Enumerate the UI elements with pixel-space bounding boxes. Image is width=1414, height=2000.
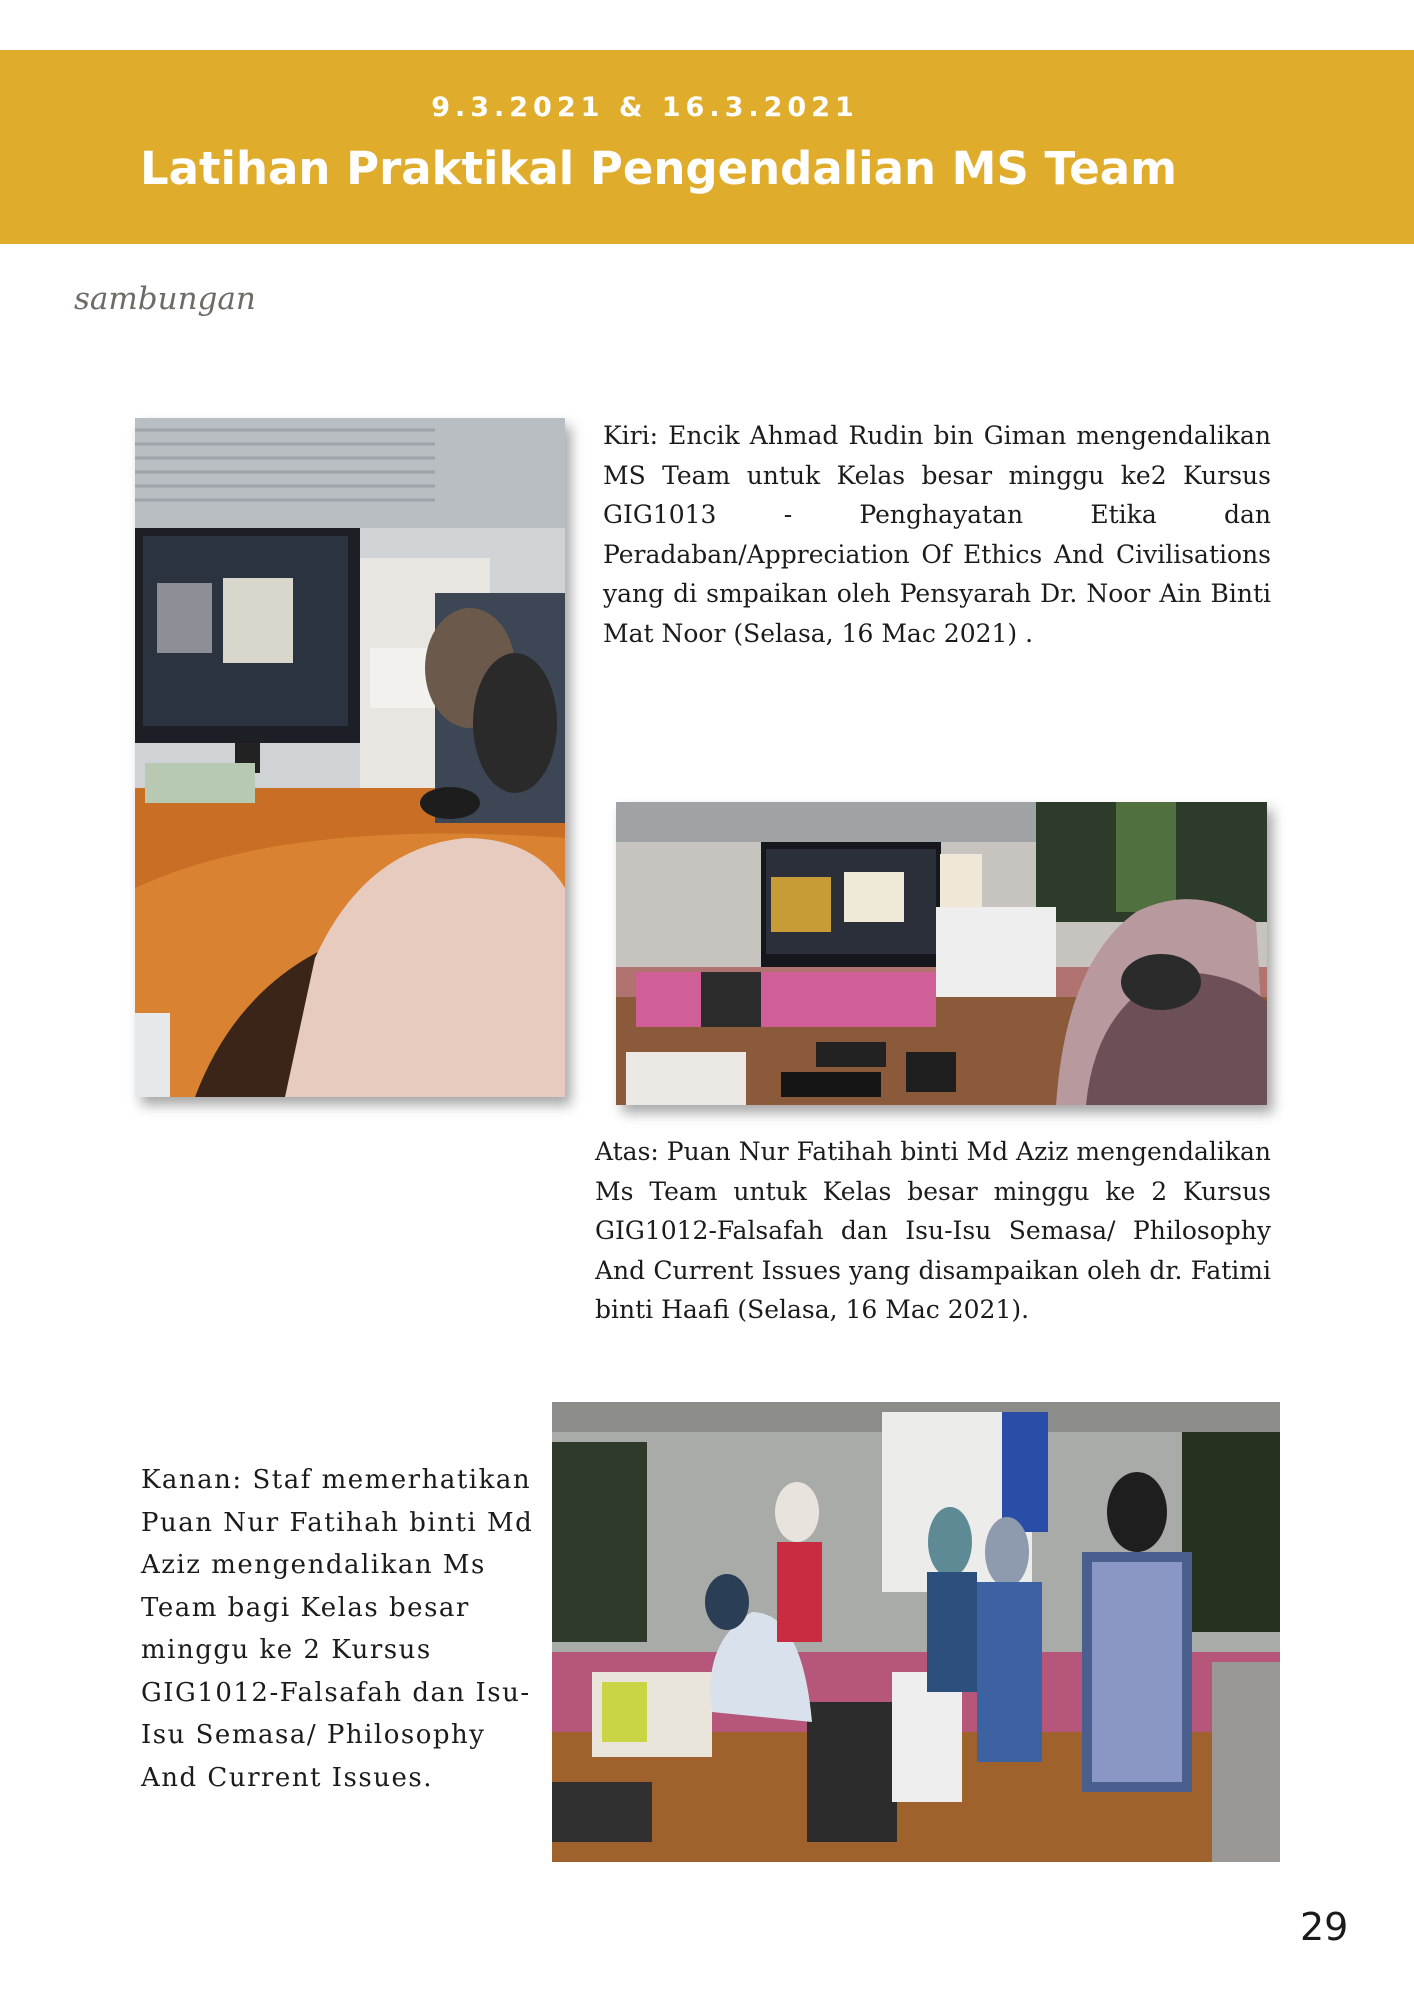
subtitle: sambungan: [74, 281, 256, 317]
caption-atas: Atas: Puan Nur Fatihah binti Md Aziz mengendalikan Ms Team untuk Kelas besar minggu ke 2 Kursus GIG1012-Falsafah dan Isu-Isu Semasa/ Philosophy And Current Issues yang disampaikan oleh dr. Fatimi binti Haafi (Selasa, 16 Mac 2021).: [595, 1137, 1271, 1324]
header-date: 9.3.2021 & 16.3.2021: [431, 92, 859, 123]
photo-staff-observing: [552, 1402, 1280, 1862]
caption-kiri: Kiri: Encik Ahmad Rudin bin Giman mengendalikan MS Team untuk Kelas besar minggu ke2 Kursus GIG1013 - Penghayatan Etika dan Peradaban/Appreciation Of Ethics And Civilisations yang di smpaikan oleh Pensyarah Dr. Noor Ain Binti Mat Noor (Selasa, 16 Mac 2021) .: [603, 421, 1271, 648]
caption-kanan: Kanan: Staf memerhatikan Puan Nur Fatihah binti Md Aziz mengendalikan Ms Team bagi Kelas besar minggu ke 2 Kursus GIG1012-Falsafah dan Isu-Isu Semasa/ Philosophy And Current Issues.: [141, 1465, 534, 1793]
header-banner: [0, 50, 1414, 244]
photo-ahmad-rudin: [135, 418, 565, 1097]
page-number: 29: [1300, 1905, 1349, 1949]
photo-nur-fatihah: [616, 802, 1267, 1105]
page-title: Latihan Praktikal Pengendalian MS Team: [140, 142, 1178, 195]
